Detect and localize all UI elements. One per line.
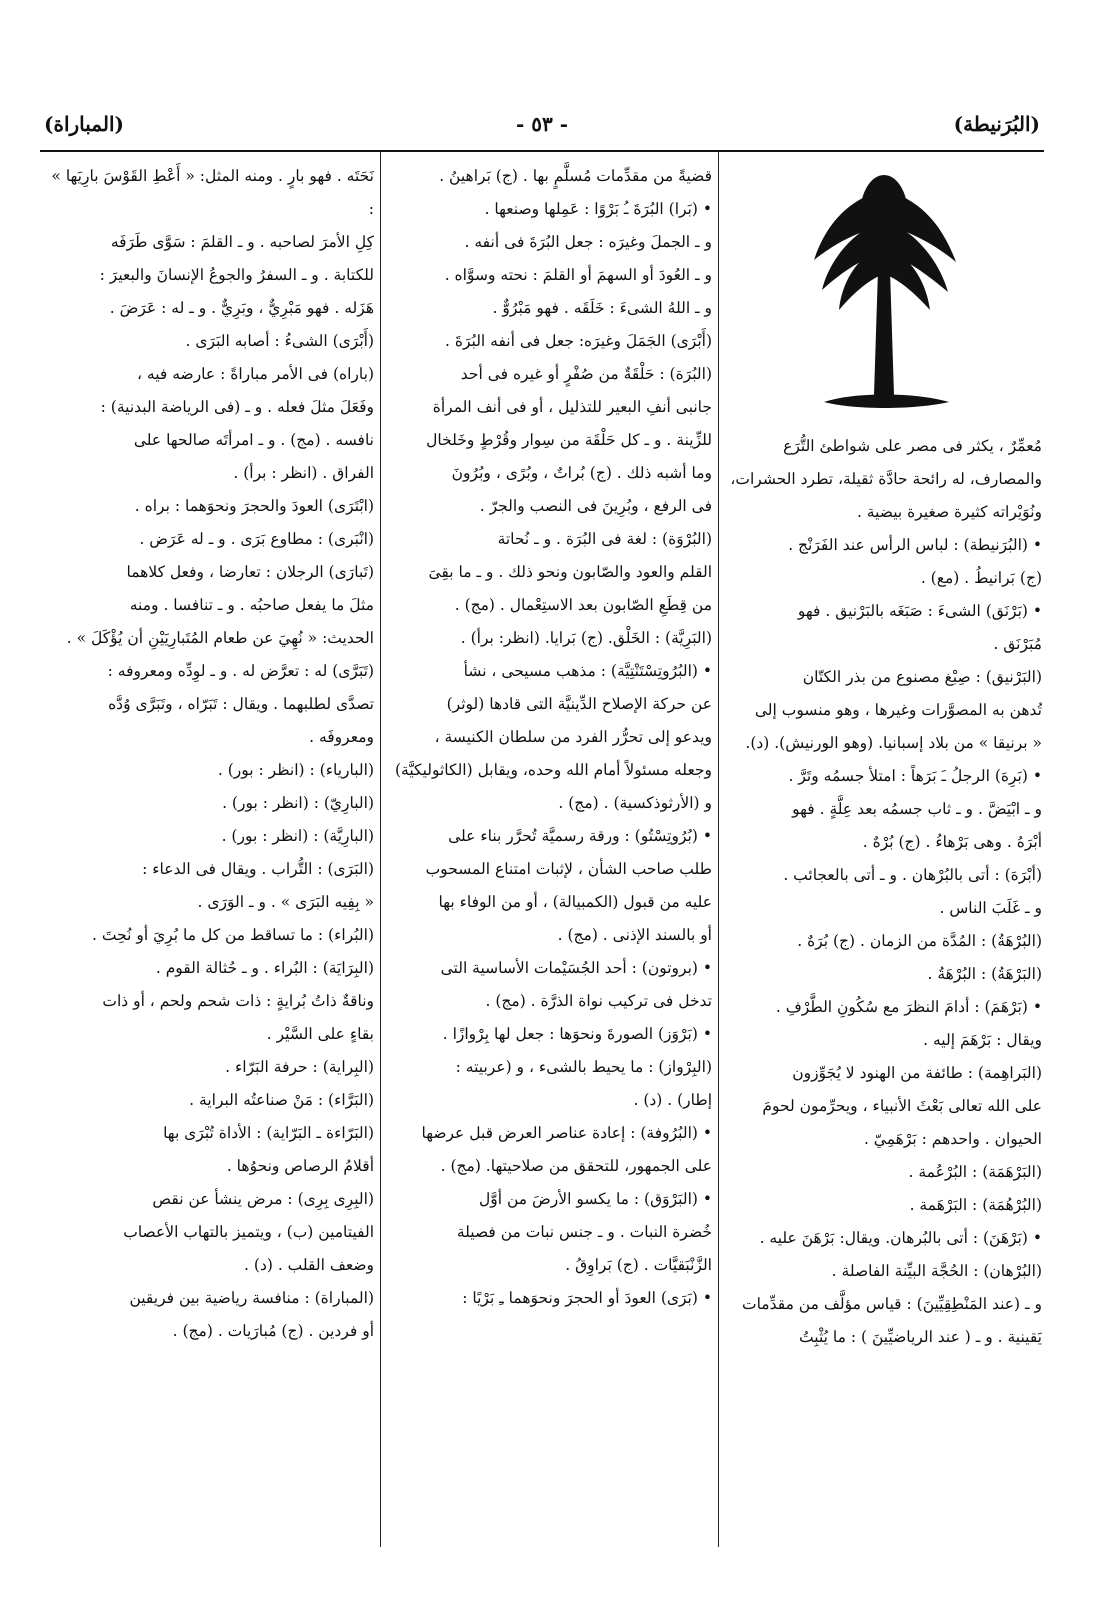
text-line: و (الأرثوذكسية) . (مج) .	[558, 794, 712, 812]
text-line: (أَبْرَى) الجَمَلَ وغيرَه: جعل فى أنفه البُرَةَ .	[445, 332, 712, 350]
text-line: • (بَرْنَق) الشىءَ : صَبَغَه بالبَرْنيق . فهو	[797, 602, 1042, 620]
header-rule	[40, 150, 1044, 152]
palm-tree-illustration	[724, 160, 1042, 430]
text-line: (البُرْوَة) : لغة فى البُرَة . و ـ نُحاتة	[497, 530, 712, 548]
text-line: (ج) بَرانيطُ . (مع) .	[920, 569, 1042, 587]
text-line: (البَرْنيق) : صِبْغ مصنوع من بذر الكتّان	[802, 668, 1042, 686]
text-line: • (البُرُوفة) : إعادة عناصر العرض قبل عرضها	[421, 1124, 712, 1142]
text-line: أو فردين . (ج) مُبارَيات . (مج) .	[172, 1322, 374, 1340]
text-line: إطار) . (د) .	[633, 1091, 712, 1109]
text-line: (البُرْهَةُ) : المُدَّة من الزمان . (ج) بُرَهٌ .	[797, 932, 1042, 950]
text-line: الحديث: « نُهِيَ عن طعام المُتَبارِيَيْنِ أن يُؤْكَلَ » .	[66, 629, 374, 647]
text-line: طلب صاحب الشأن ، لإثبات امتناع المسحوب	[425, 860, 712, 878]
page-number: - ٥٣ -	[515, 112, 568, 136]
text-line: (انْبَرى) : مطاوع بَرَى . و ـ له عَرَض .	[139, 530, 374, 548]
text-line: تصدَّى لطلبهما . ويقال : تَبَرّاه ، وتَبَرَّى وُدَّه	[108, 695, 374, 713]
text-line: • (بَرْوَز) الصورةَ ونحوَها : جعل لها بِرْوازًا .	[442, 1025, 712, 1043]
text-line: و ـ ابْيَضَّ . و ـ ثاب جسمُه بعد عِلَّةٍ . فهو	[792, 800, 1042, 818]
text-line: (المباراة) : منافسة رياضية بين فريقين	[129, 1289, 374, 1307]
text-line: (أبْرَهَ) : أتى بالبُرْهان . و ـ أتى بالعجائب .	[783, 866, 1042, 884]
text-line: (البارياء) : (انظر : بور) .	[217, 761, 374, 779]
text-line: نَحَتَه . فهو بارٍ . ومنه المثل: « أَعْطِ القَوْسَ بارِيَها » :	[51, 167, 374, 218]
text-line: و ـ الجملَ وغيرَه : جعل البُرَةَ فى أنفه .	[464, 233, 712, 251]
text-line: • (بَرْهَمَ) : أدامَ النظرَ مع سُكُونِ الطَّرْفِ .	[775, 998, 1042, 1016]
text-line: و ـ غَلَبَ الناس .	[939, 899, 1042, 917]
text-line: خُضرة النبات . و ـ جنس نبات من فصيلة	[456, 1223, 712, 1241]
text-line: أقلامُ الرصاص ونحوُها .	[226, 1157, 374, 1175]
text-line: (البَرْهَمَة) : البُرْعُمة .	[908, 1163, 1042, 1181]
text-line: فى الرفع ، وبُرِينَ فى النصب والجرّ .	[479, 497, 712, 515]
text-line: مُعمِّرٌ ، يكثر فى مصر على شواطئ التُّرَع	[783, 437, 1042, 455]
text-line: (البُرَة) : حَلْقَةٌ من صُفْرٍ أو غيره فى أحد	[460, 365, 712, 383]
column-divider-left	[380, 152, 381, 1547]
text-line: (البُرْهُمَة) : البَرْهَمة .	[909, 1196, 1042, 1214]
text-line: قضيةً من مقدِّمات مُسلَّمٍ بها . (ج) بَراهينُ .	[439, 167, 712, 185]
page-header	[44, 108, 1040, 148]
text-line: (البُرْهان) : الحُجَّة البيِّنة الفاصلة .	[831, 1262, 1042, 1280]
text-line: وفَعَلَ مثلَ فعله . و ـ (فى الرياضة البدنية) :	[100, 398, 374, 416]
text-line: نافسه . (مج) . و ـ امرأتَه صالحها على	[133, 431, 374, 449]
text-line: (البِرْواز) : ما يحيط بالشىء ، و (عربيته :	[455, 1058, 712, 1076]
text-line: للزِّينة . و ـ كل حَلْقَة من سِوار وقُرْطٍ وخَلخال	[426, 431, 712, 449]
running-head-last-entry: (المباراة)	[44, 112, 124, 136]
text-line: • (بَرْهَنَ) : أتى بالبُرهان. ويقال: بَرْهَنَ عليه .	[759, 1229, 1042, 1247]
text-line: ويدعو إلى تحرُّر الفرد من سلطان الكنيسة ،	[434, 728, 712, 746]
text-line: تُدهن به المصوَّرات وغيرها ، وهو منسوب إلى	[754, 701, 1042, 719]
text-line: يَقينية . و ـ ( عند الرياضيِّينَ ) : ما يُثْبِتُ	[799, 1328, 1042, 1346]
text-line: الحيوان . واحدهم : بَرْهَمِيّ .	[863, 1130, 1042, 1148]
text-line: ويقال : بَرْهَمَ إليه .	[923, 1031, 1042, 1049]
text-line: بقاءٍ على السَّيْر .	[266, 1025, 374, 1043]
text-line: • (بُرُوتِسْتُو) : ورقة رسميَّة تُحرَّر بناء على	[448, 827, 712, 845]
text-line: • (البُرُوتِسْتَنْتِيَّة) : مذهب مسيحى ، نشأ	[463, 662, 712, 680]
text-line: وضعف القلب . (د) .	[244, 1256, 374, 1274]
text-line: مثلَ ما يفعل صاحبُه . و ـ تنافسا . ومنه	[129, 596, 374, 614]
text-line: القلم والعود والصّابون ونحو ذلك . و ـ ما بقِىَ	[428, 563, 712, 581]
text-line: (ابْتَرَى) العودَ والحجرَ ونحوَهما : براه .	[134, 497, 374, 515]
text-line: عليه من قبول (الكمبيالة) ، أو من الوفاء بها	[438, 893, 712, 911]
text-line: عن حركة الإصلاح الدِّينيَّة التى قادها (لوثر)	[446, 695, 712, 713]
text-line: ونُوَيْراته كثيرة صغيرة بيضية .	[856, 503, 1042, 521]
text-line: والمصارف، له رائحة حادَّة ثقيلة، تطرد الحشرات،	[730, 470, 1042, 488]
text-line: تدخل فى تركيب نواة الذرَّة . (مج) .	[485, 992, 712, 1010]
palm-tree-icon	[784, 170, 984, 430]
text-line: • (بَرا) البُرَةَ ـُ بَرْوًا : عَمِلها وصنعها .	[484, 200, 712, 218]
text-line: وجعله مسئولاً أمام الله وحده، ويقابل (الكاثوليكيَّة)	[394, 761, 712, 779]
text-line: (البارِيّ) : (انظر : بور) .	[222, 794, 374, 812]
text-line: (البُراء) : ما تساقط من كل ما بُرِيَ أو نُحِتَ .	[92, 926, 374, 944]
text-line: (باراه) فى الأمر مباراةً : عارضه فيه ،	[136, 365, 374, 383]
text-line: على الله تعالى بَعْثَ الأنبياء ، ويحرِّمون لحومَ	[762, 1097, 1042, 1115]
text-line: الفراق . (انظر : برأ) .	[233, 464, 374, 482]
text-line: (البَرْهَةُ) : البُرْهَةُ .	[927, 965, 1042, 983]
text-line: (البِرَايَة) : البُراء . و ـ حُثالة القوم .	[155, 959, 374, 977]
text-line: « بِفِيه البَرَى » . و ـ الوَرَى .	[197, 893, 374, 911]
text-line: (البِراية) : حرفة البَرّاء .	[225, 1058, 374, 1076]
text-line: على الجمهور، للتحقق من صلاحيتها. (مج) .	[440, 1157, 712, 1175]
text-line: ومعروفَه .	[309, 728, 374, 746]
text-line: وناقةٌ ذاتُ بُرايةٍ : ذات شحم ولحم ، أو ذات	[102, 992, 374, 1010]
text-line: « برنيقا » من بلاد إسبانيا. (وهو الورنيش). (د).	[745, 734, 1042, 752]
text-line: (البِرِى بِرِى) : مرض ينشأ عن نقص	[152, 1190, 374, 1208]
text-line: الزَّنْبَقيَّات . (ج) بَراوِقُ .	[565, 1256, 712, 1274]
text-line: كِلِ الأمرَ لصاحبه . و ـ القلمَ : سَوَّى طَرَفَه	[110, 233, 374, 251]
text-line: أبْرَهُ . وهى بَرْهاءُ . (ج) بُرْهٌ .	[862, 833, 1042, 851]
text-line: و ـ العُودَ أو السهمَ أو القلمَ : نحته وسوَّاه .	[444, 266, 712, 284]
text-line: و ـ (عند المَنْطِقِيِّينَ) : قياس مؤلَّف من مقدِّمات	[741, 1295, 1042, 1313]
running-head-first-entry: (البُرَنيطة)	[953, 112, 1040, 136]
column-middle	[388, 160, 712, 1560]
text-line: (البَرَى) : التُّراب . ويقال فى الدعاء :	[142, 860, 374, 878]
text-line: • (بروتون) : أحد الجُسَيْمات الأساسية التى	[440, 959, 712, 977]
column-right	[724, 160, 1042, 1560]
text-line: وما أشبه ذلك . (ج) بُراتٌ ، وبُرًى ، وبُرُونَ	[451, 464, 712, 482]
text-line: (البَراهِمة) : طائفة من الهنود لا يُجَوِّزون	[792, 1064, 1042, 1082]
text-line: (تَبارَى) الرجلان : تعارضا ، وفعل كلاهما	[126, 563, 374, 581]
text-line: مُبَرْنَق .	[993, 635, 1042, 653]
text-line: و ـ اللهُ الشىءَ : خَلَقَه . فهو مَبْرُوٌّ .	[492, 299, 712, 317]
text-line: • (بَرَى) العودَ أو الحجرَ ونحوَهما ـِ بَرْيًا :	[462, 1289, 712, 1307]
text-line: من قِطَعِ الصّابون بعد الاستِعْمال . (مج) .	[454, 596, 712, 614]
text-line: (البارِيَّة) : (انظر : بور) .	[221, 827, 374, 845]
text-line: (أَبْرَى) الشىءُ : أصابه البَرَى .	[185, 332, 374, 350]
text-line: هَزَله . فهو مَبْرِيٌّ ، وبَرِيٌّ . و ـ له : عَرَضَ .	[109, 299, 374, 317]
text-line: • (بَرِهَ) الرجلُ ـَ بَرَهاً : امتلأ جسمُه وتَرَّ .	[788, 767, 1042, 785]
text-line: (تَبَرَّى) له : تعرَّض له . و ـ لوِدِّه ومعروفه :	[107, 662, 374, 680]
text-line: للكتابة . و ـ السفرُ والجوعُ الإنسانَ والبعيرَ :	[99, 266, 374, 284]
text-line: (البَرِيَّة) : الخَلْق. (ج) بَرايا. (انظر: برأ) .	[460, 629, 712, 647]
text-line: • (البَرْوَق) : ما يكسو الأرضَ من أوَّل	[479, 1190, 712, 1208]
text-line: جانبى أنفِ البعير للتذليل ، أو فى أنف المرأة	[432, 398, 712, 416]
column-left	[50, 160, 374, 1560]
text-line: أو بالسند الإذنى . (مج) .	[557, 926, 712, 944]
text-line: (البَرّاءة ـ البَرّاية) : الأداة تُبْرَى بها	[163, 1124, 374, 1142]
text-line: (البَرَّاء) : مَنْ صناعتُه البراية .	[189, 1091, 374, 1109]
column-divider-right	[718, 152, 719, 1547]
text-line: • (البُرَنيطة) : لباس الرأس عند الفَرَنْج .	[788, 536, 1042, 554]
text-line: الفيتامين (ب) ، ويتميز بالتهاب الأعصاب	[123, 1223, 374, 1241]
